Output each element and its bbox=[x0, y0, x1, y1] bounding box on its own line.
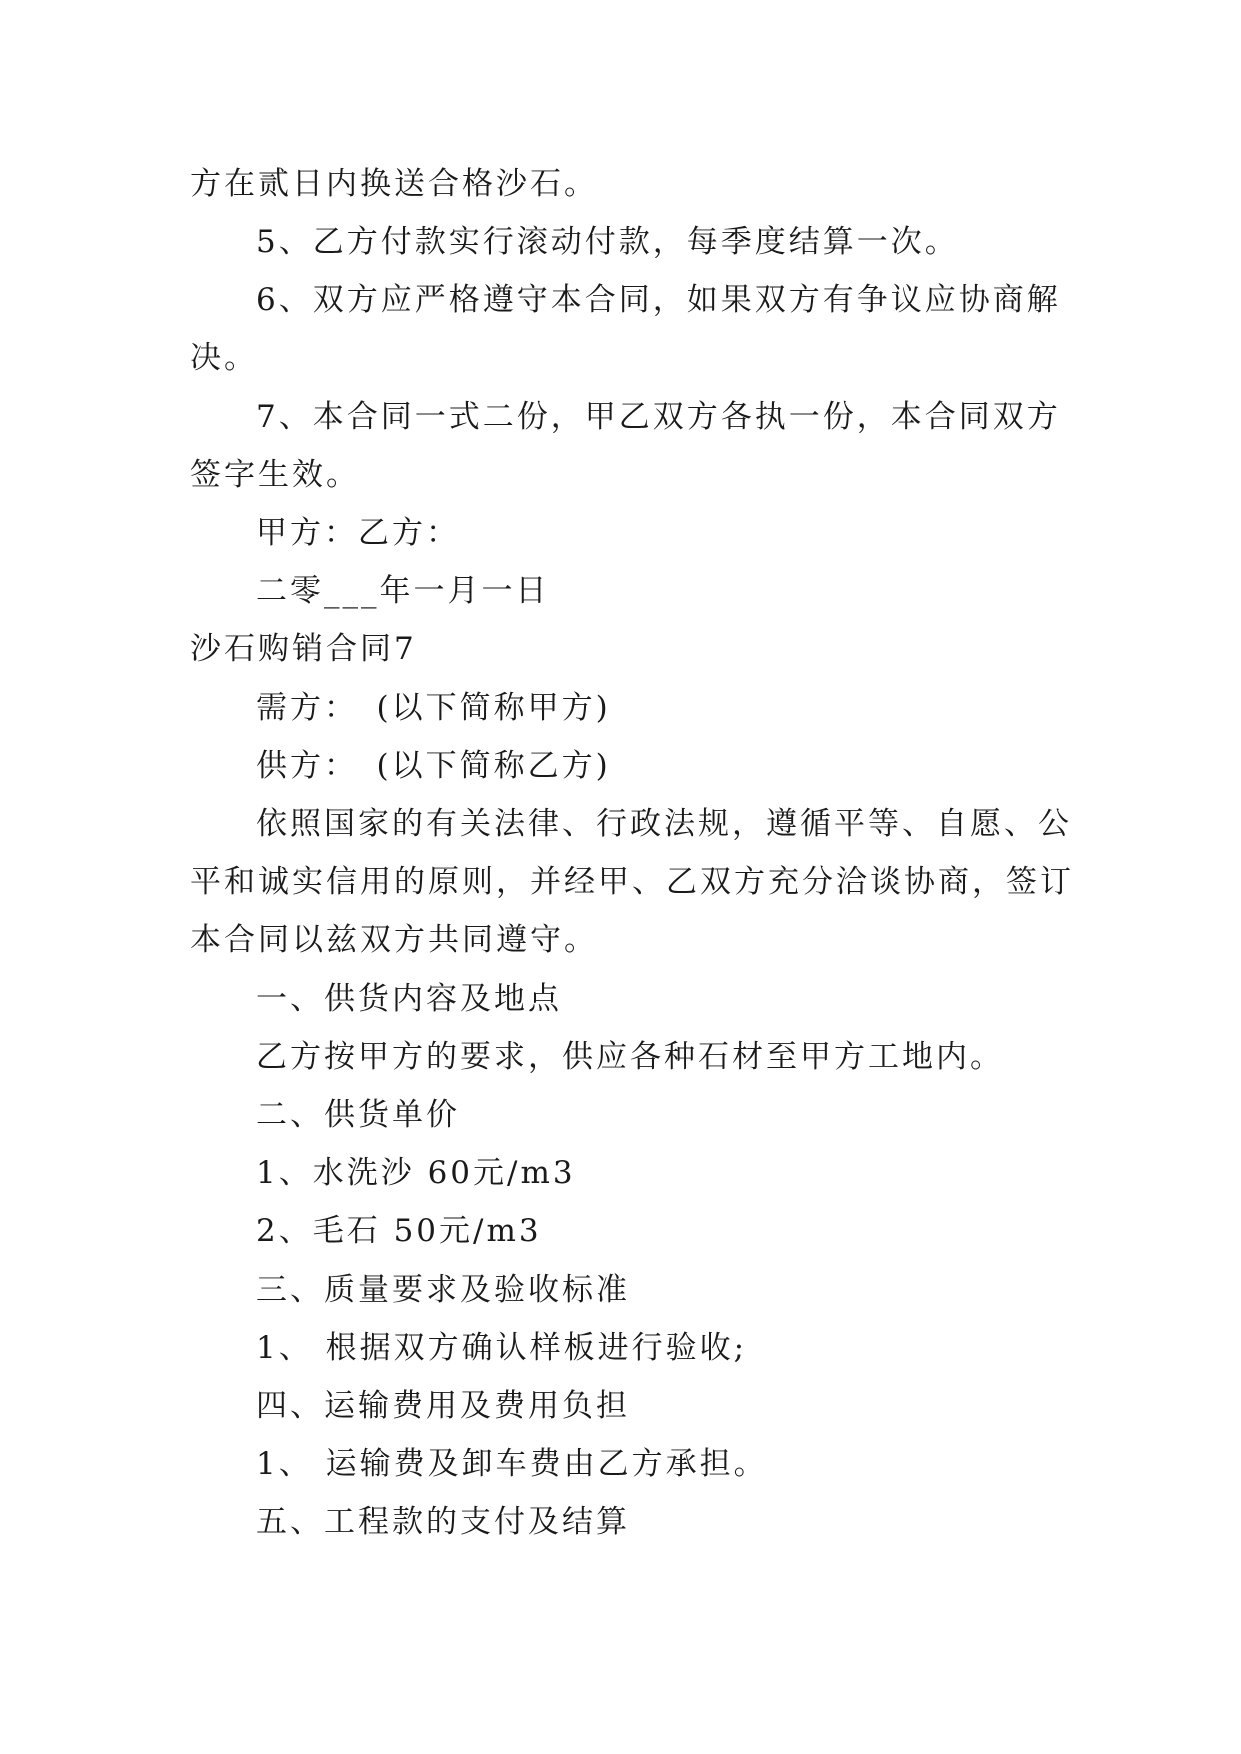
text-line-16: 乙方按甲方的要求，供应各种石材至甲方工地内。 bbox=[256, 1039, 1004, 1075]
text-line-10: 需方： (以下简称甲方) bbox=[256, 690, 611, 726]
text-line-14: 本合同以兹双方共同遵守。 bbox=[190, 922, 598, 958]
text-line-18: 1、水洗沙 60元/m3 bbox=[256, 1155, 576, 1191]
text-line-7: 甲方：乙方： bbox=[256, 515, 460, 551]
text-line-12: 依照国家的有关法律、行政法规，遵循平等、自愿、公 bbox=[256, 806, 1072, 842]
text-line-4: 决。 bbox=[190, 340, 258, 376]
text-line-1: 方在贰日内换送合格沙石。 bbox=[190, 166, 598, 202]
section-heading: 沙石购销合同7 bbox=[190, 631, 417, 667]
text-line-8: 二零___年一月一日 bbox=[256, 573, 550, 609]
text-line-19: 2、毛石 50元/m3 bbox=[256, 1213, 542, 1249]
text-line-11: 供方： (以下简称乙方) bbox=[256, 748, 611, 784]
text-line-24: 五、工程款的支付及结算 bbox=[256, 1504, 630, 1540]
text-line-15: 一、供货内容及地点 bbox=[256, 981, 562, 1017]
text-line-3: 6、双方应严格遵守本合同，如果双方有争议应协商解 bbox=[256, 282, 1061, 318]
text-line-5: 7、本合同一式二份，甲乙双方各执一份，本合同双方 bbox=[256, 399, 1061, 435]
text-line-13: 平和诚实信用的原则，并经甲、乙双方充分洽谈协商，签订 bbox=[190, 864, 1074, 900]
text-line-6: 签字生效。 bbox=[190, 457, 360, 493]
text-line-17: 二、供货单价 bbox=[256, 1097, 460, 1133]
text-line-21: 1、 根据双方确认样板进行验收; bbox=[256, 1330, 748, 1366]
text-line-22: 四、运输费用及费用负担 bbox=[256, 1388, 630, 1424]
text-line-23: 1、 运输费及卸车费由乙方承担。 bbox=[256, 1446, 768, 1482]
text-line-20: 三、质量要求及验收标准 bbox=[256, 1272, 630, 1308]
text-line-2: 5、乙方付款实行滚动付款，每季度结算一次。 bbox=[256, 224, 959, 260]
